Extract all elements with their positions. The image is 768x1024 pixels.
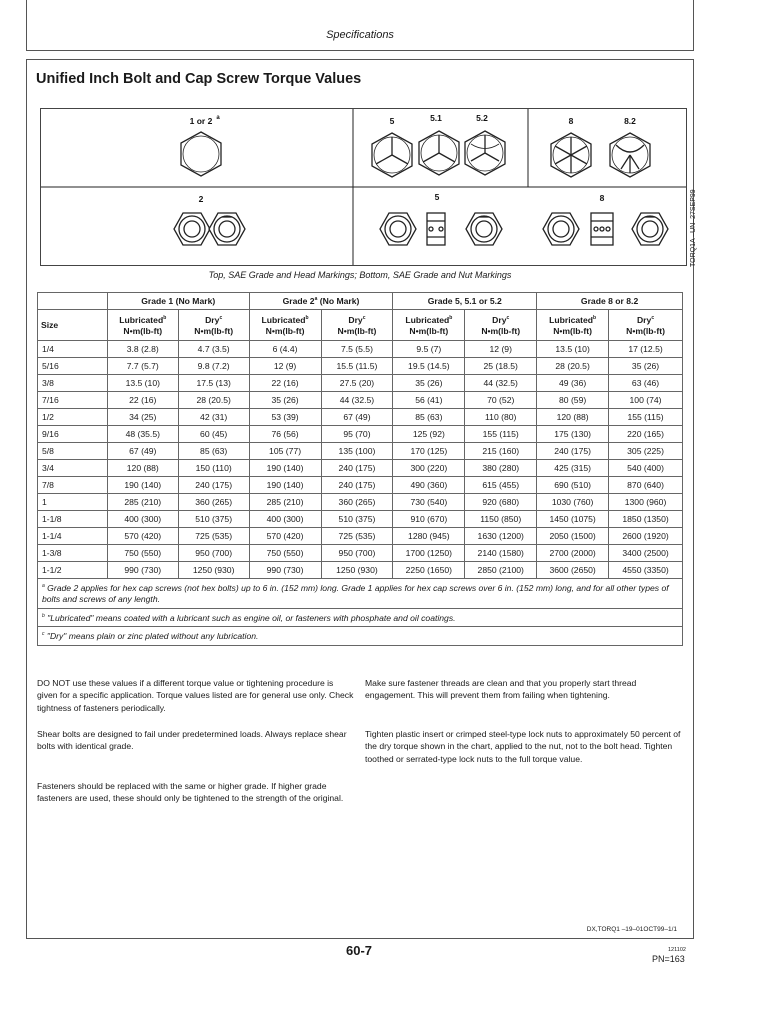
torque-cell: 3.8 (2.8) — [107, 341, 178, 358]
label-grade-8-2: 8.2 — [624, 116, 636, 126]
torque-cell: 300 (220) — [393, 460, 465, 477]
lub-header: Lubricated$^b$ N•m(lb-ft) — [107, 310, 178, 341]
torque-cell: 27.5 (20) — [321, 375, 393, 392]
size-cell: 5/8 — [38, 443, 108, 460]
torque-cell: 240 (175) — [321, 460, 393, 477]
lub-header: Lubricated$^b$ N•m(lb-ft) — [249, 310, 321, 341]
page-number: 60-7 — [345, 943, 373, 958]
torque-cell: 490 (360) — [393, 477, 465, 494]
size-cell: 1-1/2 — [38, 562, 108, 579]
size-cell: 3/8 — [38, 375, 108, 392]
torque-cell: 2050 (1500) — [537, 528, 609, 545]
torque-cell: 70 (52) — [465, 392, 537, 409]
label-nut-grade-2: 2 — [198, 194, 204, 204]
torque-cell: 44 (32.5) — [465, 375, 537, 392]
grade-1-header: Grade 1 (No Mark) — [107, 293, 249, 310]
torque-cell: 9.8 (7.2) — [178, 358, 249, 375]
torque-cell: 870 (640) — [609, 477, 683, 494]
torque-cell: 510 (375) — [321, 511, 393, 528]
torque-table — [37, 292, 683, 646]
diagram-side-code: TORQ1A –UN–27SEP99 — [690, 189, 697, 267]
torque-cell: 2140 (1580) — [465, 545, 537, 562]
torque-cell: 400 (300) — [249, 511, 321, 528]
torque-cell: 725 (535) — [321, 528, 393, 545]
torque-cell: 190 (140) — [249, 477, 321, 494]
torque-cell: 950 (700) — [178, 545, 249, 562]
table-row — [38, 545, 683, 562]
torque-cell: 570 (420) — [107, 528, 178, 545]
footnote-c: $^c$ "Dry" means plain or zinc plated without any lubrication. — [38, 627, 683, 645]
bolt-head-grade-8-2-icon — [610, 133, 650, 177]
torque-cell: 950 (700) — [321, 545, 393, 562]
torque-cell: 17 (12.5) — [609, 341, 683, 358]
size-cell: 1-1/4 — [38, 528, 108, 545]
size-cell: 3/4 — [38, 460, 108, 477]
nut-grade-5-icon — [380, 213, 502, 245]
torque-cell: 190 (140) — [249, 460, 321, 477]
note-do-not-use: DO NOT use these values if a different torque value or tightening procedure is given for a specific application. Torque values listed are for general use only. Check tightness of fasteners periodically. — [37, 678, 354, 713]
torque-cell: 135 (100) — [321, 443, 393, 460]
table-row — [38, 443, 683, 460]
torque-cell: 35 (26) — [249, 392, 321, 409]
size-cell: 1/2 — [38, 409, 108, 426]
torque-cell: 60 (45) — [178, 426, 249, 443]
torque-cell: 22 (16) — [249, 375, 321, 392]
torque-cell: 990 (730) — [249, 562, 321, 579]
footnote-row — [38, 608, 683, 626]
table-row — [38, 477, 683, 494]
grade-markings-svg — [41, 109, 686, 265]
torque-cell: 910 (670) — [393, 511, 465, 528]
nut-grade-8-icon — [543, 213, 668, 245]
table-row — [38, 460, 683, 477]
torque-cell: 120 (88) — [107, 460, 178, 477]
torque-cell: 1030 (760) — [537, 494, 609, 511]
torque-cell: 155 (115) — [465, 426, 537, 443]
torque-cell: 28 (20.5) — [537, 358, 609, 375]
label-nut-grade-8: 8 — [599, 193, 605, 203]
label-grade-1-or-2: 1 or 2 — [189, 116, 213, 126]
pn-label: PN=163 — [652, 954, 685, 964]
label-grade-5-1: 5.1 — [430, 113, 442, 123]
dry-header: Dry$^c$ N•m(lb-ft) — [609, 310, 683, 341]
torque-cell: 240 (175) — [178, 477, 249, 494]
grade-header-row — [38, 293, 683, 310]
table-row — [38, 528, 683, 545]
grade-8-header: Grade 8 or 8.2 — [537, 293, 683, 310]
grade-5-header: Grade 5, 5.1 or 5.2 — [393, 293, 537, 310]
note-lock-nuts: Tighten plastic insert or crimped steel-type lock nuts to approximately 50 percent of the dry torque shown in the chart, applied to the nut, not to the bolt head. Tighten toothed or serrated-type lock nuts to the full torque value. — [365, 729, 681, 764]
torque-cell: 95 (70) — [321, 426, 393, 443]
bolt-head-grade-5-icon — [372, 133, 412, 177]
table-row — [38, 494, 683, 511]
doc-code: DX,TORQ1 –19–01OCT99–1/1 — [586, 926, 677, 933]
table-row — [38, 426, 683, 443]
lub-header: Lubricated$^b$ N•m(lb-ft) — [393, 310, 465, 341]
torque-cell: 76 (56) — [249, 426, 321, 443]
torque-cell: 2850 (2100) — [465, 562, 537, 579]
torque-cell: 690 (510) — [537, 477, 609, 494]
size-cell: 9/16 — [38, 426, 108, 443]
torque-cell: 56 (41) — [393, 392, 465, 409]
torque-cell: 215 (160) — [465, 443, 537, 460]
torque-cell: 13.5 (10) — [537, 341, 609, 358]
torque-cell: 305 (225) — [609, 443, 683, 460]
torque-cell: 63 (46) — [609, 375, 683, 392]
torque-cell: 725 (535) — [178, 528, 249, 545]
torque-cell: 360 (265) — [178, 494, 249, 511]
diagram-caption: Top, SAE Grade and Head Markings; Bottom, SAE Grade and Nut Markings — [208, 270, 512, 280]
torque-cell: 67 (49) — [321, 409, 393, 426]
table-row — [38, 409, 683, 426]
torque-cell: 1700 (1250) — [393, 545, 465, 562]
nut-grade-2-icon — [174, 213, 245, 245]
dry-header: Dry$^c$ N•m(lb-ft) — [465, 310, 537, 341]
torque-cell: 170 (125) — [393, 443, 465, 460]
torque-cell: 12 (9) — [465, 341, 537, 358]
label-grade-8: 8 — [568, 116, 574, 126]
torque-cell: 48 (35.5) — [107, 426, 178, 443]
torque-cell: 15.5 (11.5) — [321, 358, 393, 375]
torque-cell: 615 (455) — [465, 477, 537, 494]
torque-cell: 42 (31) — [178, 409, 249, 426]
label-nut-grade-5: 5 — [434, 192, 440, 202]
torque-cell: 750 (550) — [249, 545, 321, 562]
table-row — [38, 375, 683, 392]
torque-cell: 1150 (850) — [465, 511, 537, 528]
torque-cell: 110 (80) — [465, 409, 537, 426]
size-cell: 1 — [38, 494, 108, 511]
torque-cell: 1300 (960) — [609, 494, 683, 511]
torque-cell: 3600 (2650) — [537, 562, 609, 579]
torque-cell: 4550 (3350) — [609, 562, 683, 579]
torque-cell: 3400 (2500) — [609, 545, 683, 562]
torque-cell: 67 (49) — [107, 443, 178, 460]
torque-cell: 105 (77) — [249, 443, 321, 460]
torque-cell: 2600 (1920) — [609, 528, 683, 545]
torque-cell: 990 (730) — [107, 562, 178, 579]
torque-cell: 2250 (1650) — [393, 562, 465, 579]
label-sup-a: a — [216, 115, 220, 121]
torque-cell: 1450 (1075) — [537, 511, 609, 528]
size-cell: 5/16 — [38, 358, 108, 375]
bolt-head-grade-5-1-icon — [419, 131, 459, 175]
torque-cell: 570 (420) — [249, 528, 321, 545]
torque-cell: 730 (540) — [393, 494, 465, 511]
torque-cell: 7.7 (5.7) — [107, 358, 178, 375]
size-header: Size — [38, 310, 108, 341]
size-cell: 1/4 — [38, 341, 108, 358]
subheader-row — [38, 310, 683, 341]
torque-cell: 1280 (945) — [393, 528, 465, 545]
torque-cell: 1850 (1350) — [609, 511, 683, 528]
torque-cell: 85 (63) — [178, 443, 249, 460]
header-title: Specifications — [326, 29, 394, 41]
torque-cell: 49 (36) — [537, 375, 609, 392]
table-row — [38, 358, 683, 375]
torque-table-body — [38, 341, 683, 579]
table-row — [38, 511, 683, 528]
torque-cell: 400 (300) — [107, 511, 178, 528]
header-frame — [26, 0, 694, 51]
footnotes-body — [38, 579, 683, 646]
torque-cell: 19.5 (14.5) — [393, 358, 465, 375]
corner-cell — [38, 293, 108, 310]
torque-cell: 6 (4.4) — [249, 341, 321, 358]
torque-cell: 360 (265) — [321, 494, 393, 511]
table-row — [38, 392, 683, 409]
torque-cell: 190 (140) — [107, 477, 178, 494]
grade-2-header: Grade 2$^a$ (No Mark) — [249, 293, 393, 310]
torque-cell: 285 (210) — [107, 494, 178, 511]
torque-cell: 34 (25) — [107, 409, 178, 426]
footnote-b: $^b$ "Lubricated" means coated with a lubricant such as engine oil, or fasteners with phosphate and oil coatings. — [38, 608, 683, 626]
size-cell: 1-3/8 — [38, 545, 108, 562]
torque-cell: 13.5 (10) — [107, 375, 178, 392]
torque-cell: 4.7 (3.5) — [178, 341, 249, 358]
torque-cell: 80 (59) — [537, 392, 609, 409]
torque-cell: 920 (680) — [465, 494, 537, 511]
torque-cell: 22 (16) — [107, 392, 178, 409]
torque-cell: 35 (26) — [393, 375, 465, 392]
torque-cell: 17.5 (13) — [178, 375, 249, 392]
bolt-head-grade-1-2-icon — [181, 132, 221, 176]
torque-cell: 380 (280) — [465, 460, 537, 477]
torque-cell: 155 (115) — [609, 409, 683, 426]
bolt-head-grade-8-icon — [551, 133, 591, 177]
torque-cell: 125 (92) — [393, 426, 465, 443]
grade-markings-diagram — [40, 108, 697, 267]
torque-cell: 150 (110) — [178, 460, 249, 477]
footnote-row — [38, 627, 683, 645]
torque-cell: 510 (375) — [178, 511, 249, 528]
small-code: 121102 — [668, 947, 686, 953]
torque-cell: 35 (26) — [609, 358, 683, 375]
footnote-a: $^a$ Grade 2 applies for hex cap screws (not hex bolts) up to 6 in. (152 mm) long. Grade 1 applies for hex cap screws over 6 in. (152 mm) long, and for all other types of bolts and screws of any length. — [38, 579, 683, 609]
torque-cell: 100 (74) — [609, 392, 683, 409]
note-threads-clean: Make sure fastener threads are clean and that you properly start thread engagement. This will prevent them from failing when tightening. — [365, 678, 637, 701]
dry-header: Dry$^c$ N•m(lb-ft) — [321, 310, 393, 341]
page-title: Unified Inch Bolt and Cap Screw Torque Values — [36, 71, 362, 87]
torque-cell: 1250 (930) — [321, 562, 393, 579]
torque-cell: 425 (315) — [537, 460, 609, 477]
torque-cell: 9.5 (7) — [393, 341, 465, 358]
torque-cell: 220 (165) — [609, 426, 683, 443]
torque-cell: 28 (20.5) — [178, 392, 249, 409]
note-replace-fasteners: Fasteners should be replaced with the same or higher grade. If higher grade fasteners are used, these should only be tightened to the strength of the original. — [37, 781, 344, 804]
label-grade-5: 5 — [389, 116, 395, 126]
torque-cell: 85 (63) — [393, 409, 465, 426]
label-grade-5-2: 5.2 — [476, 113, 488, 123]
torque-cell: 53 (39) — [249, 409, 321, 426]
size-cell: 7/8 — [38, 477, 108, 494]
torque-cell: 44 (32.5) — [321, 392, 393, 409]
size-cell: 7/16 — [38, 392, 108, 409]
torque-cell: 240 (175) — [537, 443, 609, 460]
note-shear-bolts: Shear bolts are designed to fail under predetermined loads. Always replace shear bolts with identical grade. — [37, 729, 347, 752]
torque-cell: 7.5 (5.5) — [321, 341, 393, 358]
footnote-row — [38, 579, 683, 609]
size-cell: 1-1/8 — [38, 511, 108, 528]
torque-cell: 120 (88) — [537, 409, 609, 426]
table-row — [38, 341, 683, 358]
torque-cell: 175 (130) — [537, 426, 609, 443]
torque-cell: 2700 (2000) — [537, 545, 609, 562]
torque-cell: 240 (175) — [321, 477, 393, 494]
table-row — [38, 562, 683, 579]
torque-cell: 1250 (930) — [178, 562, 249, 579]
bolt-head-grade-5-2-icon — [465, 131, 505, 175]
torque-cell: 12 (9) — [249, 358, 321, 375]
torque-cell: 750 (550) — [107, 545, 178, 562]
torque-cell: 285 (210) — [249, 494, 321, 511]
torque-cell: 540 (400) — [609, 460, 683, 477]
torque-cell: 1630 (1200) — [465, 528, 537, 545]
torque-cell: 25 (18.5) — [465, 358, 537, 375]
lub-header: Lubricated$^b$ N•m(lb-ft) — [537, 310, 609, 341]
content-frame — [26, 59, 697, 939]
dry-header: Dry$^c$ N•m(lb-ft) — [178, 310, 249, 341]
